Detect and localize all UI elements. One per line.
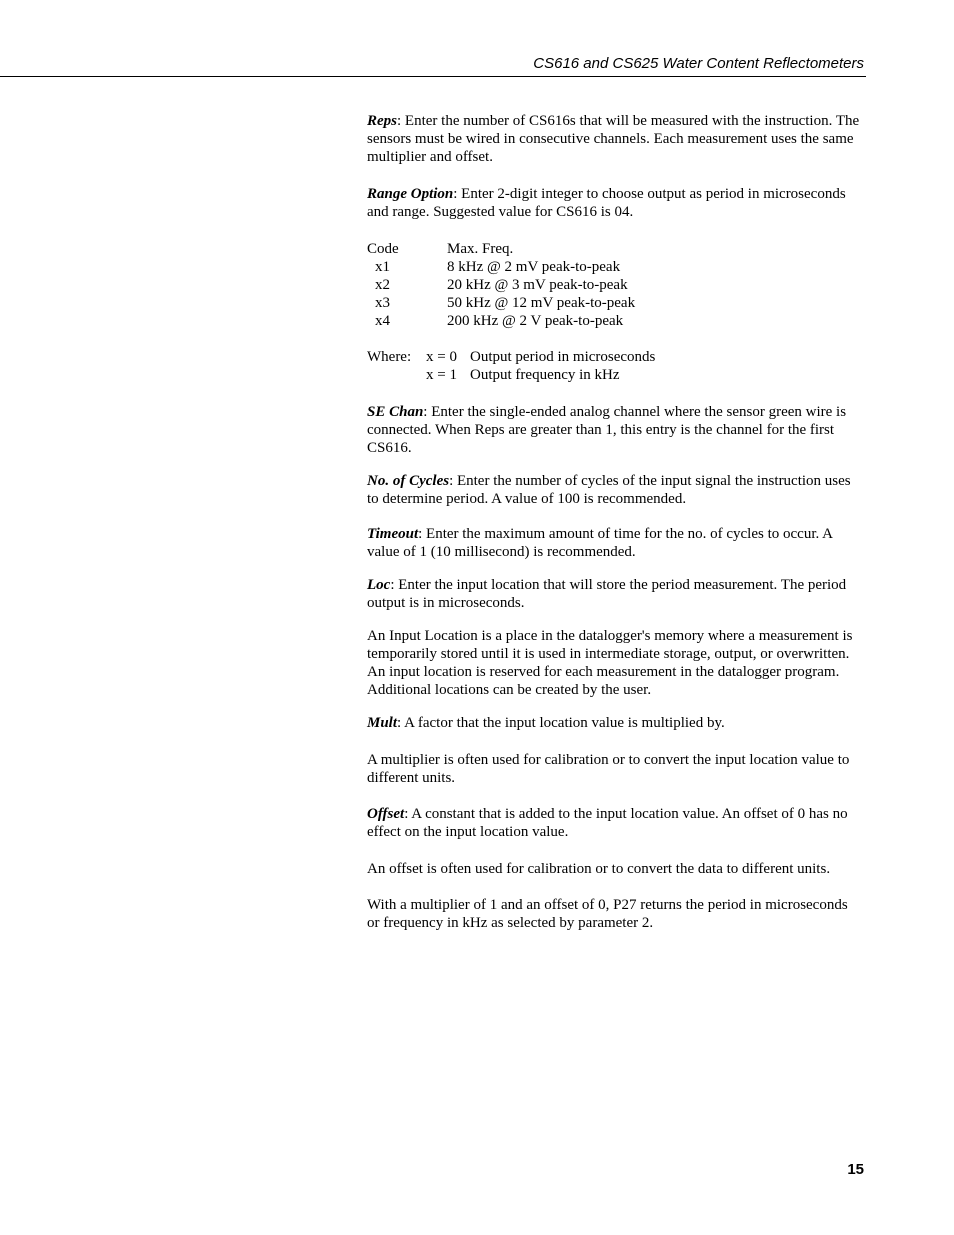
header-rule — [0, 76, 866, 77]
no-cycles-paragraph — [367, 472, 863, 508]
mult-paragraph — [367, 714, 863, 732]
loc-paragraph — [367, 576, 863, 612]
page-number: 15 — [847, 1161, 864, 1178]
input-location-paragraph: An Input Location is a place in the datalogger's memory where a measurement is temporarily stored until it is used in intermediate storage, output, or overwritten. An input location is reserved for each measurement in the datalogger program. Additional locations can be created by the user. — [367, 628, 853, 698]
no-cycles-text: : Enter the number of cycles of the input signal the instruction uses to determine period. A value of 100 is recommended. — [367, 473, 851, 507]
running-header-title: CS616 and CS625 Water Content Reflectometers — [533, 55, 864, 72]
code-table-header — [367, 240, 863, 258]
code-table-row — [367, 294, 863, 312]
loc-text: : Enter the input location that will store the period measurement. The period output is in microseconds. — [367, 577, 847, 611]
freq-cell: 20 kHz @ 3 mV peak-to-peak — [447, 277, 628, 293]
mult-term: Mult — [367, 715, 398, 731]
code-header: Code — [367, 241, 399, 257]
offset-text: : A constant that is added to the input location value. An offset of 0 has no effect on the input location value. — [367, 806, 848, 840]
code-table-row — [367, 258, 863, 276]
loc-term: Loc — [367, 577, 391, 593]
code-table-row — [367, 276, 863, 294]
multiplier-paragraph: A multiplier is often used for calibration or to convert the input location value to different units. — [367, 752, 850, 786]
where-row — [367, 366, 863, 384]
mult-text: : A factor that the input location value is multiplied by. — [397, 715, 725, 731]
where-x-value: x = 1 — [426, 367, 457, 383]
se-chan-text: : Enter the single-ended analog channel where the sensor green wire is connected. When Reps are greater than 1, this entry is the channel for the first CS616. — [367, 404, 847, 456]
offset-paragraph — [367, 805, 863, 841]
timeout-text: : Enter the maximum amount of time for the no. of cycles to occur. A value of 1 (10 millisecond) is recommended. — [367, 526, 833, 560]
no-cycles-term: No. of Cycles — [367, 473, 450, 489]
reps-text: : Enter the number of CS616s that will be measured with the instruction. The sensors must be wired in consecutive channels. Each measurement uses the same multiplier and offset. — [367, 113, 860, 165]
freq-cell: 50 kHz @ 12 mV peak-to-peak — [447, 295, 636, 311]
se-chan-paragraph — [367, 403, 863, 457]
code-cell: x4 — [375, 313, 390, 329]
where-description: Output frequency in kHz — [470, 367, 620, 383]
where-row — [367, 348, 863, 366]
where-block — [367, 348, 863, 384]
range-option-term: Range Option — [367, 186, 454, 202]
where-label: Where: — [367, 349, 412, 365]
offset-term: Offset — [367, 806, 405, 822]
max-freq-header: Max. Freq. — [447, 241, 514, 257]
range-option-text: : Enter 2-digit integer to choose output as period in microseconds and range. Suggested value for CS616 is 04. — [367, 186, 846, 220]
code-cell: x2 — [375, 277, 390, 293]
offset-usage-paragraph: An offset is often used for calibration or to convert the data to different units. — [367, 861, 831, 877]
range-option-paragraph — [367, 185, 863, 221]
document-body — [367, 112, 863, 932]
timeout-paragraph — [367, 525, 863, 561]
reps-term: Reps — [367, 113, 397, 129]
se-chan-term: SE Chan — [367, 404, 424, 420]
code-cell: x1 — [375, 259, 390, 275]
code-cell: x3 — [375, 295, 390, 311]
timeout-term: Timeout — [367, 526, 419, 542]
freq-cell: 200 kHz @ 2 V peak-to-peak — [447, 313, 624, 329]
freq-cell: 8 kHz @ 2 mV peak-to-peak — [447, 259, 621, 275]
code-table-row — [367, 312, 863, 330]
where-description: Output period in microseconds — [470, 349, 656, 365]
where-x-value: x = 0 — [426, 349, 457, 365]
reps-paragraph — [367, 112, 863, 166]
where-label-spacer — [367, 366, 426, 384]
summary-paragraph: With a multiplier of 1 and an offset of 0, P27 returns the period in microseconds or frequency in kHz as selected by parameter 2. — [367, 897, 848, 931]
range-code-table — [367, 240, 863, 330]
